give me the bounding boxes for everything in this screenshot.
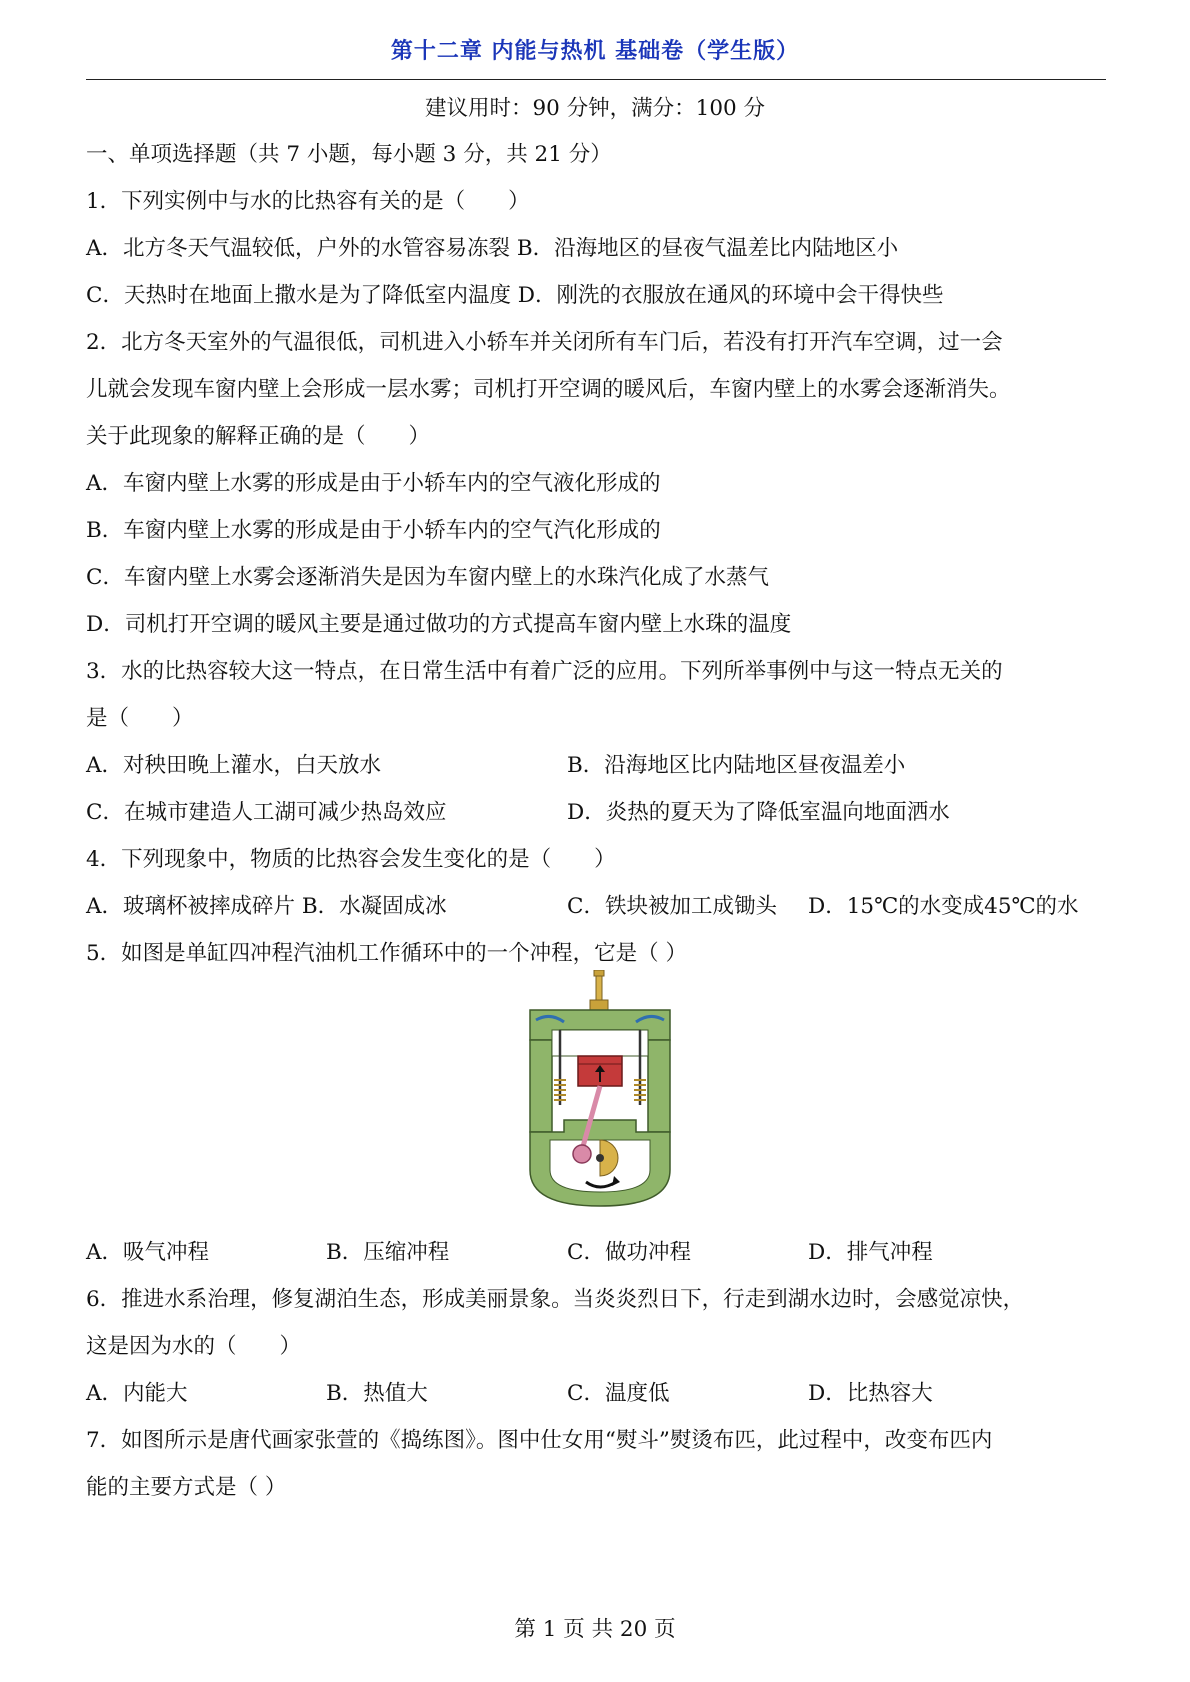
header-divider <box>86 79 1106 80</box>
question-1-options-row-1 <box>86 234 898 264</box>
page-number: 第 1 页 共 20 页 <box>514 1617 676 1642</box>
question-3-stem-line-2: 是（ ） <box>86 706 194 731</box>
question-6-option-c: C．温度低 <box>567 1381 670 1406</box>
question-5-option-d: D．排气冲程 <box>808 1240 933 1265</box>
cylinder-wall-right <box>648 1040 670 1132</box>
question-1-options-row-2 <box>86 281 944 311</box>
question-6-stem-line-2: 这是因为水的（ ） <box>86 1334 302 1359</box>
question-6-stem-line-1: 6．推进水系治理，修复湖泊生态，形成美丽景象。当炎炎烈日下，行走到湖水边时，会感觉凉快， <box>86 1287 1025 1312</box>
question-4-stem: 4．下列现象中，物质的比热容会发生变化的是（ ） <box>86 847 616 872</box>
question-7-stem-line-1: 7．如图所示是唐代画家张萱的《捣练图》。图中仕女用“熨斗”熨烫布匹，此过程中，改变布匹内 <box>86 1428 993 1453</box>
question-3-option-c: C．在城市建造人工湖可减少热岛效应 <box>86 800 447 825</box>
question-3-option-d: D．炎热的夏天为了降低室温向地面洒水 <box>567 800 950 825</box>
question-6-options-row <box>86 1379 933 1409</box>
question-4-option-a: A．玻璃杯被摔成碎片 <box>86 894 296 919</box>
question-2-option-c: C．车窗内壁上水雾会逐渐消失是因为车窗内壁上的水珠汽化成了水蒸气 <box>86 565 769 590</box>
question-2-option-d: D．司机打开空调的暖风主要是通过做功的方式提高车窗内壁上水珠的温度 <box>86 612 792 637</box>
question-6-option-a: A．内能大 <box>86 1381 188 1406</box>
question-2-stem-line-2: 儿就会发现车窗内壁上会形成一层水雾；司机打开空调的暖风后，车窗内壁上的水雾会逐渐消失。 <box>86 377 1011 402</box>
section-heading: 一、单项选择题（共 7 小题，每小题 3 分，共 21 分） <box>86 142 612 167</box>
question-2-option-b: B．车窗内壁上水雾的形成是由于小轿车内的空气汽化形成的 <box>86 518 661 543</box>
question-3-options-row-2 <box>86 798 950 828</box>
question-2-option-a: A．车窗内壁上水雾的形成是由于小轿车内的空气液化形成的 <box>86 471 661 496</box>
spark-plug-base <box>590 1000 608 1010</box>
cylinder-wall-left <box>530 1040 552 1132</box>
question-6-option-b: B．热值大 <box>326 1381 428 1406</box>
question-4-options-row <box>86 892 1079 922</box>
question-3-stem-line-1: 3．水的比热容较大这一特点，在日常生活中有着广泛的应用。下列所举事例中与这一特点无关的 <box>86 659 1003 684</box>
question-5-option-c: C．做功冲程 <box>567 1240 691 1265</box>
crankshaft-center <box>596 1154 604 1162</box>
question-1-option-b: B．沿海地区的昼夜气温差比内陆地区小 <box>516 236 899 261</box>
question-1-option-c: C．天热时在地面上撒水是为了降低室内温度 <box>86 283 511 308</box>
question-1-option-a: A．北方冬天气温较低，户外的水管容易冻裂 <box>86 236 511 261</box>
document-title: 第十二章 内能与热机 基础卷（学生版） <box>390 39 800 64</box>
question-5-options-row <box>86 1238 933 1268</box>
question-3-option-b: B．沿海地区比内陆地区昼夜温差小 <box>567 753 906 778</box>
crank-pin <box>573 1145 591 1163</box>
question-1-option-d: D．刚洗的衣服放在通风的环境中会干得快些 <box>517 283 944 308</box>
question-7-stem-line-2: 能的主要方式是（ ） <box>86 1475 287 1500</box>
question-3-option-a: A．对秧田晚上灌水，白天放水 <box>86 753 382 778</box>
question-5-stem: 5．如图是单缸四冲程汽油机工作循环中的一个冲程，它是（ ） <box>86 941 688 966</box>
exam-time-note: 建议用时：90 分钟，满分：100 分 <box>424 96 766 121</box>
question-1-stem: 1．下列实例中与水的比热容有关的是（ ） <box>86 189 530 214</box>
engine-stroke-figure <box>520 970 680 1210</box>
question-6-option-d: D．比热容大 <box>808 1381 933 1406</box>
question-4-option-c: C．铁块被加工成锄头 <box>567 894 777 919</box>
combustion-chamber <box>552 1030 648 1056</box>
question-5-option-b: B．压缩冲程 <box>326 1240 450 1265</box>
question-4-option-d: D．15℃的水变成45℃的水 <box>808 894 1079 919</box>
spark-plug-body <box>596 976 602 1002</box>
question-5-option-a: A．吸气冲程 <box>86 1240 210 1265</box>
question-3-options-row-1 <box>86 751 906 781</box>
question-2-stem-line-1: 2．北方冬天室外的气温很低，司机进入小轿车并关闭所有车门后，若没有打开汽车空调，过一会 <box>86 330 1003 355</box>
gasoline-engine-diagram <box>520 970 680 1210</box>
spark-plug-tip <box>594 970 604 976</box>
question-2-stem-line-3: 关于此现象的解释正确的是（ ） <box>86 424 431 449</box>
question-4-option-b: B．水凝固成冰 <box>301 894 447 919</box>
